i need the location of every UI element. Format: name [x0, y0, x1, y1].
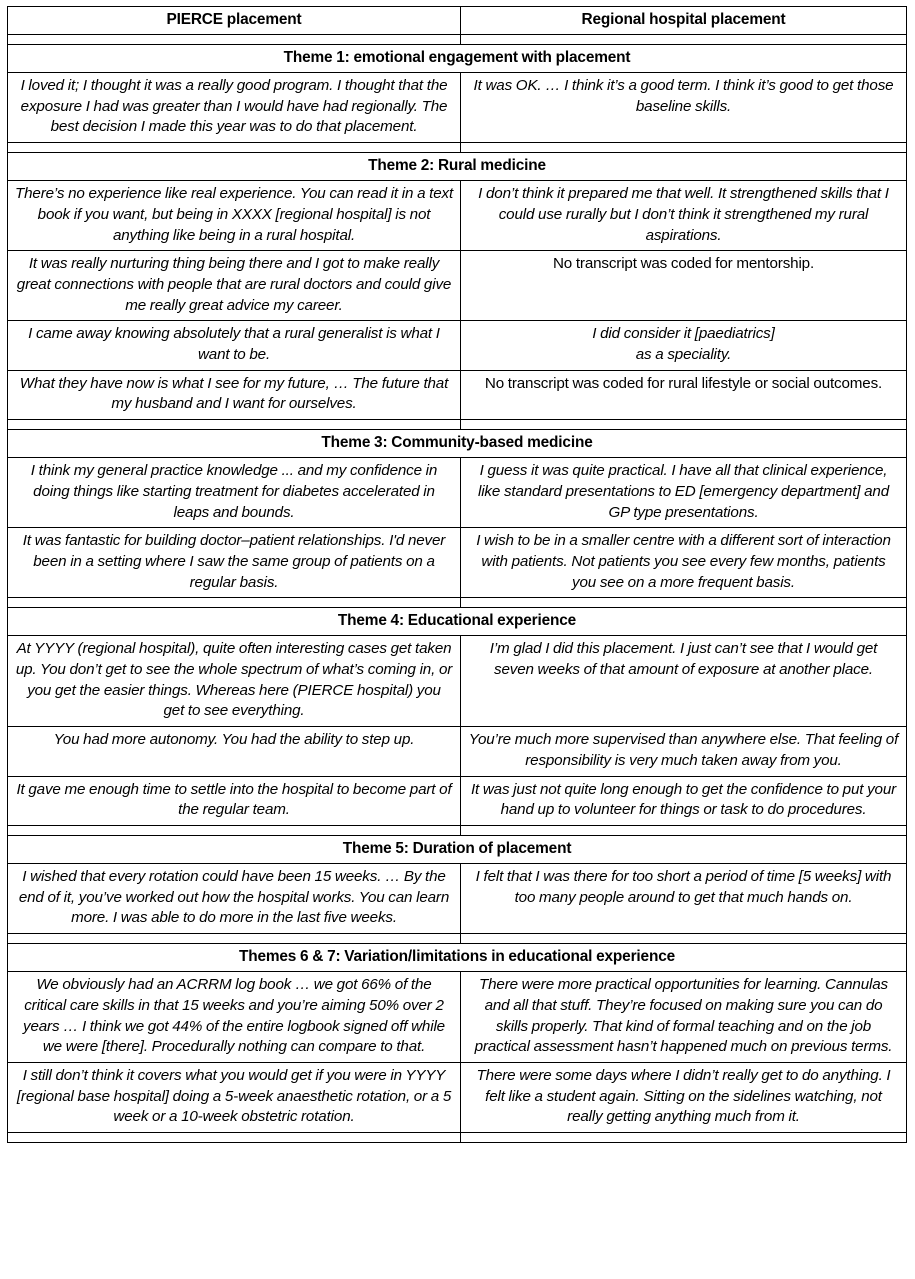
- spacer-cell: [461, 420, 907, 430]
- quote-cell-regional: It was OK. … I think it’s a good term. I think it’s good to get those baseline skills.: [461, 73, 907, 143]
- table-row: [8, 181, 907, 251]
- table-row: [8, 727, 907, 776]
- spacer-cell: [8, 825, 461, 835]
- theme-header-row: [8, 944, 907, 972]
- qualitative-comparison-table: [7, 6, 907, 1143]
- table-row: [8, 1062, 907, 1132]
- quote-cell-pierce: At YYYY (regional hospital), quite often interesting cases get taken up. You don’t get to see the whole spectrum of what’s coming in, or you get the easier things. Whereas here (PIERCE hospital) you get to see everything.: [8, 636, 461, 727]
- quote-cell-regional: There were some days where I didn’t really get to do anything. I felt like a student again. Sitting on the sidelines watching, not really getting anything much from it.: [461, 1062, 907, 1132]
- spacer-cell: [8, 598, 461, 608]
- spacer-cell: [461, 143, 907, 153]
- quote-cell-pierce: You had more autonomy. You had the ability to step up.: [8, 727, 461, 776]
- spacer-cell: [8, 35, 461, 45]
- theme-title: Theme 1: emotional engagement with placement: [8, 45, 907, 73]
- spacer-row: [8, 825, 907, 835]
- spacer-cell: [8, 934, 461, 944]
- spacer-cell: [461, 1133, 907, 1143]
- table-row: [8, 776, 907, 825]
- spacer-cell: [8, 143, 461, 153]
- quote-cell-regional: I don’t think it prepared me that well. It strengthened skills that I could use rurally but I don’t think it strengthened my rural aspirations.: [461, 181, 907, 251]
- theme-title: Theme 2: Rural medicine: [8, 153, 907, 181]
- spacer-row: [8, 598, 907, 608]
- quote-cell-pierce: What they have now is what I see for my future, … The future that my husband and I want for ourselves.: [8, 370, 461, 419]
- quote-cell-pierce: I came away knowing absolutely that a rural generalist is what I want to be.: [8, 321, 461, 370]
- quote-cell-regional: No transcript was coded for rural lifestyle or social outcomes.: [461, 370, 907, 419]
- quote-cell-pierce: It gave me enough time to settle into the hospital to become part of the regular team.: [8, 776, 461, 825]
- theme-header-row: [8, 608, 907, 636]
- theme-header-row: [8, 45, 907, 73]
- quote-cell-pierce: There’s no experience like real experience. You can read it in a text book if you want, but being in XXXX [regional hospital] is not anything like being in a rural hospital.: [8, 181, 461, 251]
- table-body: [8, 7, 907, 1143]
- quote-cell-regional: I wish to be in a smaller centre with a different sort of interaction with patients. Not patients you see every few months, patients you see on a more frequent basis.: [461, 528, 907, 598]
- quote-cell-pierce: I still don’t think it covers what you would get if you were in YYYY [regional base hospital] doing a 5-week anaesthetic rotation, or a 5 week or a 10-week obstetric rotation.: [8, 1062, 461, 1132]
- quote-cell-regional: You’re much more supervised than anywhere else. That feeling of responsibility is very much taken away from you.: [461, 727, 907, 776]
- theme-title: Themes 6 & 7: Variation/limitations in educational experience: [8, 944, 907, 972]
- spacer-cell: [8, 1133, 461, 1143]
- quote-cell-pierce: I think my general practice knowledge ... and my confidence in doing things like starting treatment for diabetes accelerated in leaps and bounds.: [8, 458, 461, 528]
- quote-cell-pierce: I wished that every rotation could have been 15 weeks. … By the end of it, you’ve worked out how the hospital works. You can learn more. I was able to do more in the last five weeks.: [8, 863, 461, 933]
- quote-cell-regional: I’m glad I did this placement. I just can’t see that I would get seven weeks of that amount of exposure at another place.: [461, 636, 907, 727]
- table-row: [8, 73, 907, 143]
- spacer-row: [8, 143, 907, 153]
- table-row: [8, 458, 907, 528]
- quote-cell-regional: I did consider it [paediatrics] as a speciality.: [461, 321, 907, 370]
- spacer-row: [8, 1133, 907, 1143]
- spacer-cell: [461, 934, 907, 944]
- table-row: [8, 321, 907, 370]
- column-header-1: PIERCE placement: [8, 7, 461, 35]
- column-header-2: Regional hospital placement: [461, 7, 907, 35]
- quote-cell-regional: There were more practical opportunities for learning. Cannulas and all that stuff. They’re focused on making sure you can do skills properly. That kind of formal teaching and on the job practical assessment hasn’t happened much on previous terms.: [461, 972, 907, 1063]
- table-row: [8, 528, 907, 598]
- quote-cell-regional: No transcript was coded for mentorship.: [461, 251, 907, 321]
- spacer-row: [8, 934, 907, 944]
- theme-title: Theme 3: Community-based medicine: [8, 430, 907, 458]
- table-row: [8, 863, 907, 933]
- theme-header-row: [8, 430, 907, 458]
- quote-cell-pierce: I loved it; I thought it was a really good program. I thought that the exposure I had was greater than I would have had regionally. The best decision I made this year was to do that placement.: [8, 73, 461, 143]
- quote-cell-pierce: It was really nurturing thing being there and I got to make really great connections with people that are rural doctors and could give me really great advice my career.: [8, 251, 461, 321]
- quote-cell-regional: I guess it was quite practical. I have all that clinical experience, like standard presentations to ED [emergency department] and GP type presentations.: [461, 458, 907, 528]
- spacer-cell: [8, 420, 461, 430]
- quote-cell-regional: I felt that I was there for too short a period of time [5 weeks] with too many people around to get that much hands on.: [461, 863, 907, 933]
- theme-title: Theme 4: Educational experience: [8, 608, 907, 636]
- quote-cell-pierce: We obviously had an ACRRM log book … we got 66% of the critical care skills in that 15 weeks and you’re aiming 50% over 2 years … I think we got 44% of the entire logbook signed off while we were [there]. Procedurally nothing can compare to that.: [8, 972, 461, 1063]
- quote-cell-regional: It was just not quite long enough to get the confidence to put your hand up to volunteer for things or task to do procedures.: [461, 776, 907, 825]
- table-row: [8, 370, 907, 419]
- table-header-row: [8, 7, 907, 35]
- table-row: [8, 636, 907, 727]
- spacer-cell: [461, 598, 907, 608]
- theme-title: Theme 5: Duration of placement: [8, 835, 907, 863]
- spacer-row: [8, 420, 907, 430]
- theme-header-row: [8, 153, 907, 181]
- quote-cell-pierce: It was fantastic for building doctor–patient relationships. I'd never been in a setting where I saw the same group of patients on a regular basis.: [8, 528, 461, 598]
- theme-header-row: [8, 835, 907, 863]
- spacer-cell: [461, 825, 907, 835]
- table-row: [8, 972, 907, 1063]
- table-row: [8, 251, 907, 321]
- spacer-cell: [461, 35, 907, 45]
- spacer-row: [8, 35, 907, 45]
